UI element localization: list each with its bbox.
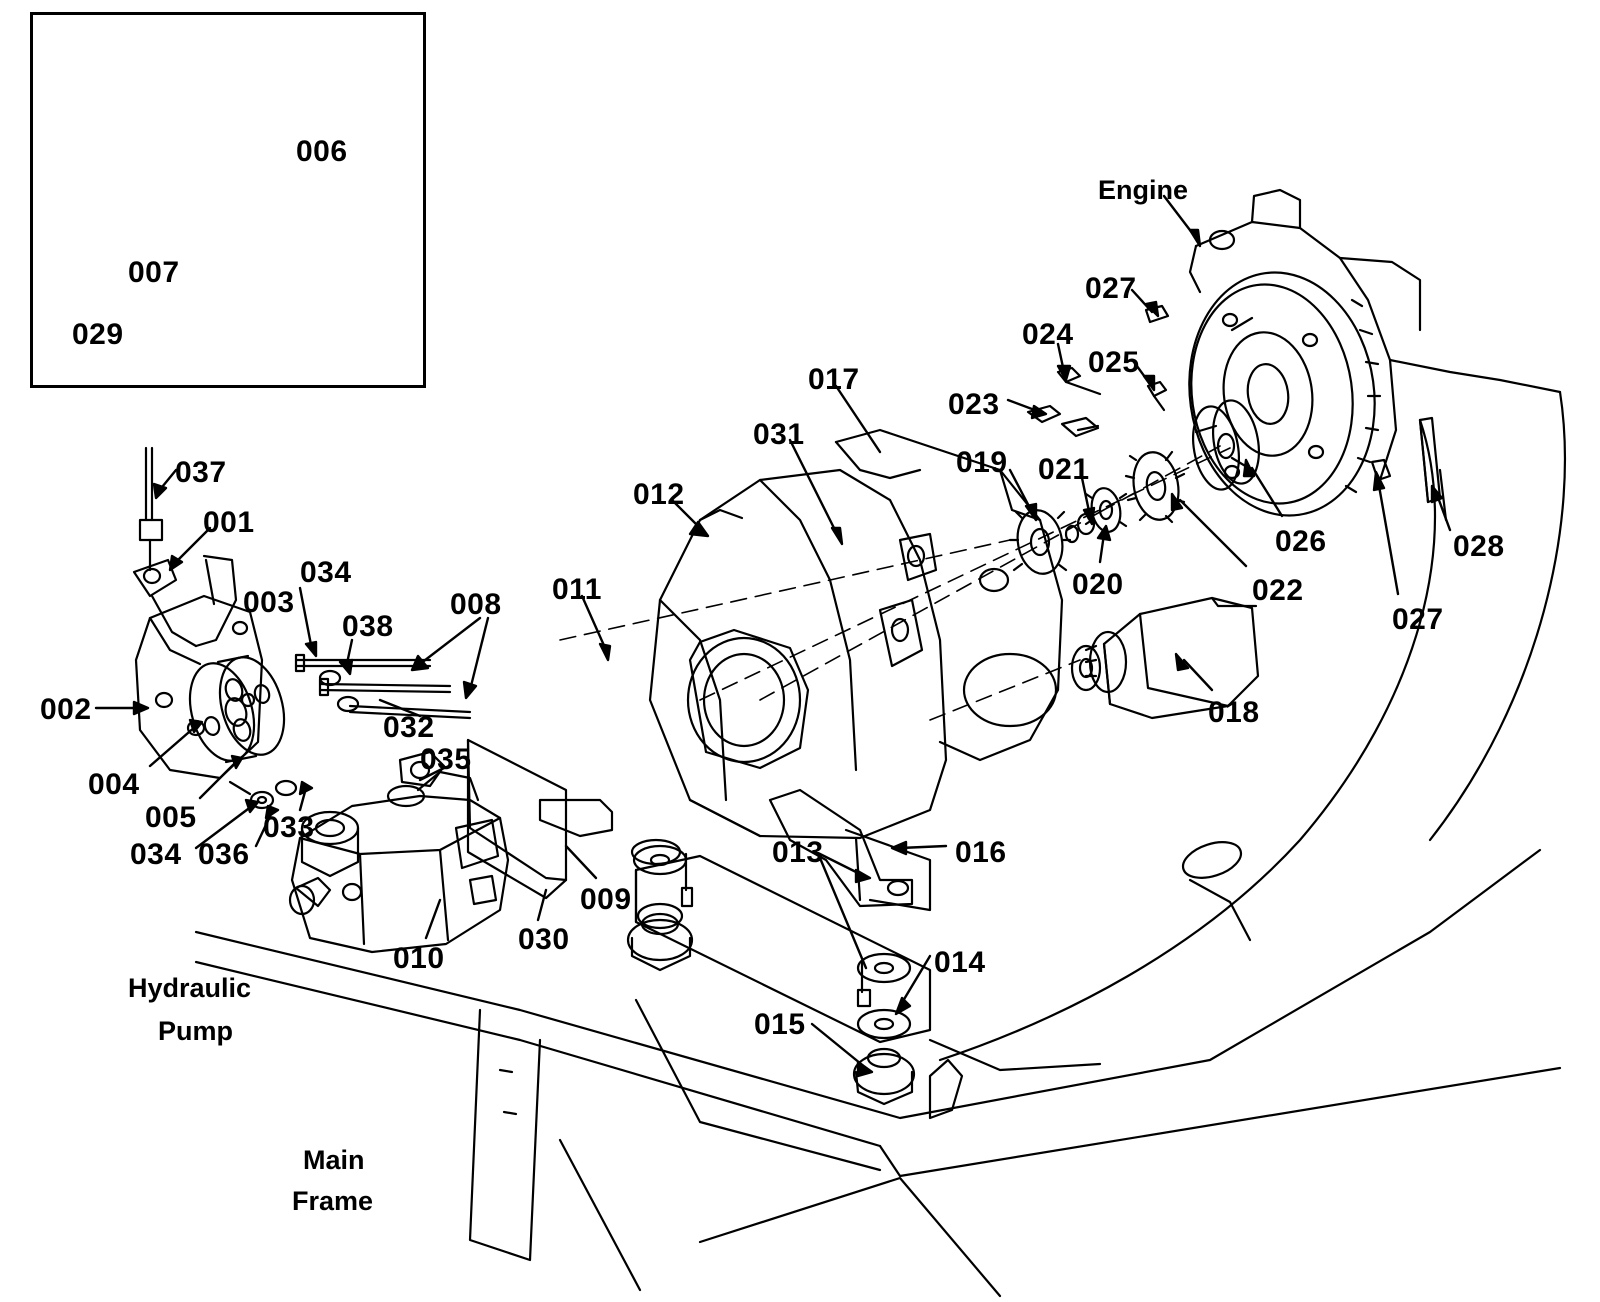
callout-013: 013 [772,836,824,869]
callout-005: 005 [145,801,197,834]
callout-032: 032 [383,711,435,744]
callout-007: 007 [128,256,180,289]
callout-003: 003 [243,586,295,619]
callout-018: 018 [1208,696,1260,729]
callout-031: 031 [753,418,805,451]
label-main-frame-line1: Main [303,1145,365,1175]
callout-038: 038 [342,610,394,643]
callout-010: 010 [393,942,445,975]
callout-030: 030 [518,923,570,956]
callout-002: 002 [40,693,92,726]
label-main-frame-line2: Frame [292,1186,374,1216]
callout-019: 019 [956,446,1008,479]
callout-034-lower: 034 [130,838,182,871]
callout-034-upper: 034 [300,556,352,589]
callout-021: 021 [1038,453,1090,486]
callout-035: 035 [420,743,472,776]
callout-020: 020 [1072,568,1124,601]
callout-023: 023 [948,388,1000,421]
callout-004: 004 [88,768,140,801]
callout-027-right: 027 [1392,603,1444,636]
callout-022: 022 [1252,574,1304,607]
callout-015: 015 [754,1008,806,1041]
callout-025: 025 [1088,346,1140,379]
callout-009: 009 [580,883,632,916]
callout-024: 024 [1022,318,1074,351]
callout-001: 001 [203,506,255,539]
callout-016: 016 [955,836,1007,869]
callout-037: 037 [175,456,227,489]
callout-026: 026 [1275,525,1327,558]
label-hydraulic-pump-line2: Pump [158,1016,234,1046]
callout-029: 029 [72,318,124,351]
engine-flywheel-assembly [1010,190,1560,718]
callout-017: 017 [808,363,860,396]
callout-027-top: 027 [1085,272,1137,305]
callout-014: 014 [934,946,986,979]
label-engine: Engine [1098,175,1189,205]
label-hydraulic-pump-line1: Hydraulic [128,973,252,1003]
main-frame [196,388,1565,1296]
callout-028: 028 [1453,530,1505,563]
callout-012: 012 [633,478,685,511]
callout-036: 036 [198,838,250,871]
callout-006: 006 [296,135,348,168]
callout-011: 011 [552,573,602,606]
callout-033: 033 [263,811,315,844]
callout-008: 008 [450,588,502,621]
